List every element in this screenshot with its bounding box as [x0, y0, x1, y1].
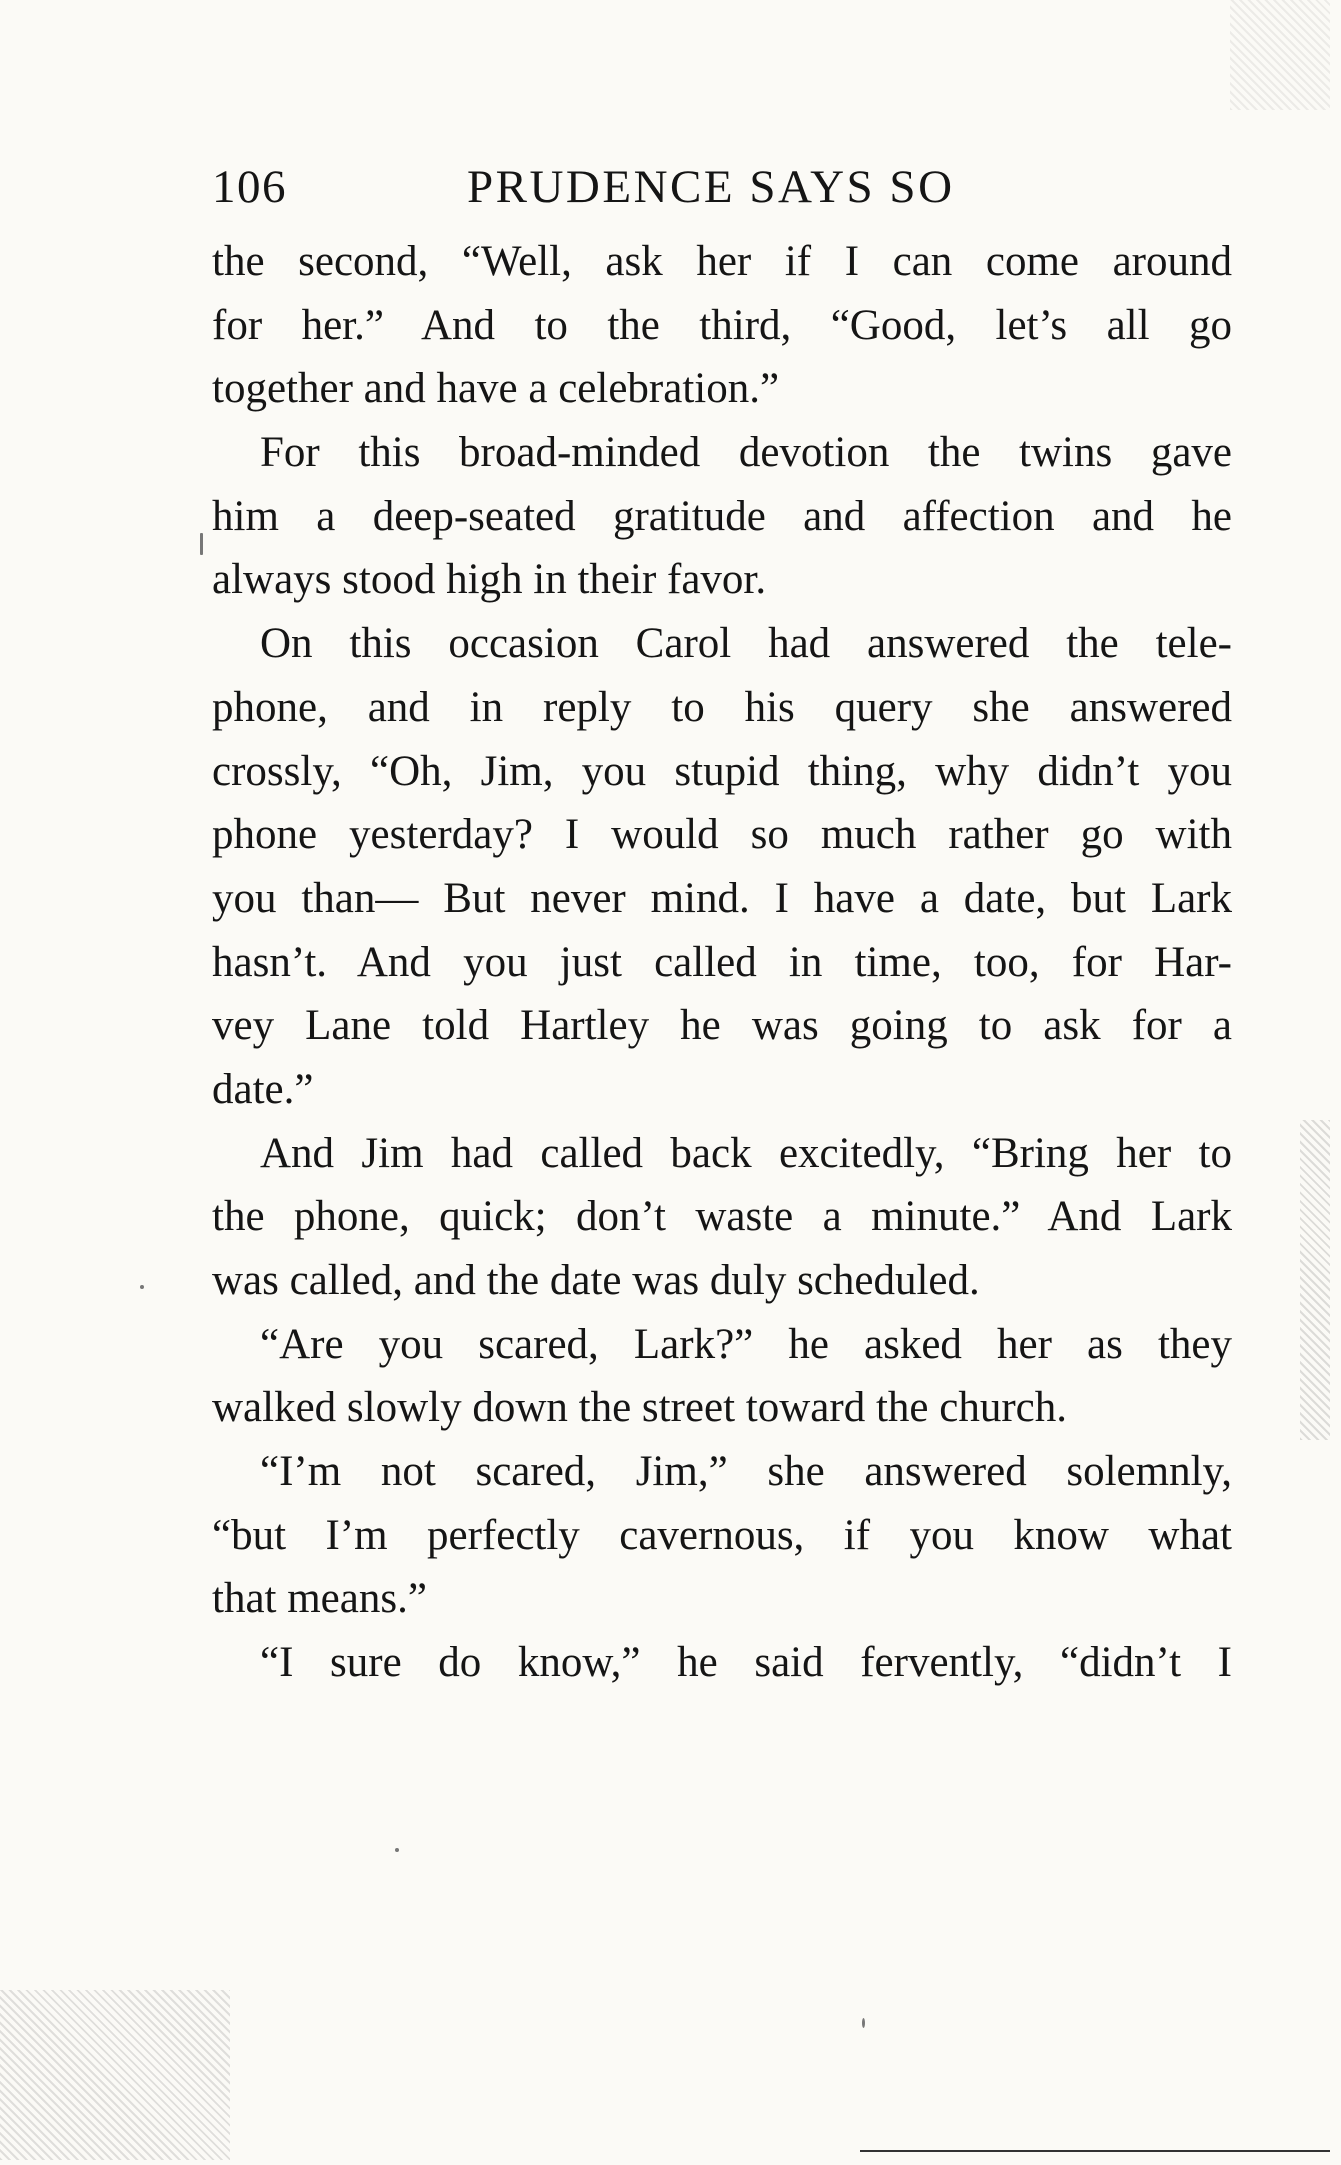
- text-line: “but I’m perfectly cavernous, if you know what: [212, 1511, 1232, 1559]
- text-line: On this occasion Carol had answered the tele-: [260, 620, 1232, 668]
- text-line: date.”: [212, 1065, 314, 1113]
- text-line: “I’m not scared, Jim,” she answered solemnly,: [260, 1448, 1232, 1496]
- text-line: you than— But never mind. I have a date, but Lark: [212, 874, 1232, 922]
- text-line: together and have a celebration.”: [212, 365, 780, 413]
- scan-speck: [862, 2018, 865, 2028]
- scan-speck: [140, 1285, 144, 1289]
- scan-bottom-rule: [860, 2150, 1330, 2152]
- text-line: crossly, “Oh, Jim, you stupid thing, why didn’t you: [212, 747, 1232, 795]
- text-line: And Jim had called back excitedly, “Bring her to: [260, 1129, 1232, 1177]
- text-line: phone, and in reply to his query she answered: [212, 683, 1232, 731]
- text-line: hasn’t. And you just called in time, too, for Har-: [212, 938, 1232, 986]
- scan-speck: [395, 1848, 399, 1852]
- text-line: was called, and the date was duly scheduled.: [212, 1257, 980, 1304]
- text-line: for her.” And to the third, “Good, let’s all go: [212, 301, 1232, 349]
- text-line: always stood high in their favor.: [212, 556, 767, 604]
- text-line: vey Lane told Hartley he was going to ask for a: [212, 1002, 1232, 1050]
- page-number: 106: [212, 161, 287, 213]
- text-line: the second, “Well, ask her if I can come around: [212, 238, 1232, 285]
- body-text: [212, 230, 1232, 1695]
- scan-edge-noise: [1230, 0, 1330, 110]
- text-line: “I sure do know,” he said fervently, “didn’t I: [260, 1639, 1232, 1687]
- text-line: phone yesterday? I would so much rather go with: [212, 811, 1232, 859]
- scan-edge-noise: [0, 1990, 230, 2160]
- text-line: “Are you scared, Lark?” he asked her as they: [260, 1320, 1232, 1368]
- scan-speck: [200, 533, 203, 555]
- text-line: walked slowly down the street toward the church.: [212, 1384, 1067, 1432]
- text-line: that means.”: [212, 1575, 427, 1623]
- running-head: [212, 150, 1232, 230]
- running-title: PRUDENCE SAYS SO: [467, 161, 955, 213]
- text-line: For this broad-minded devotion the twins gave: [260, 429, 1232, 477]
- scan-edge-noise: [1300, 1120, 1330, 1440]
- text-line: him a deep-seated gratitude and affection and he: [212, 492, 1232, 540]
- book-page: [212, 150, 1232, 1695]
- text-line: the phone, quick; don’t waste a minute.” And Lark: [212, 1193, 1232, 1241]
